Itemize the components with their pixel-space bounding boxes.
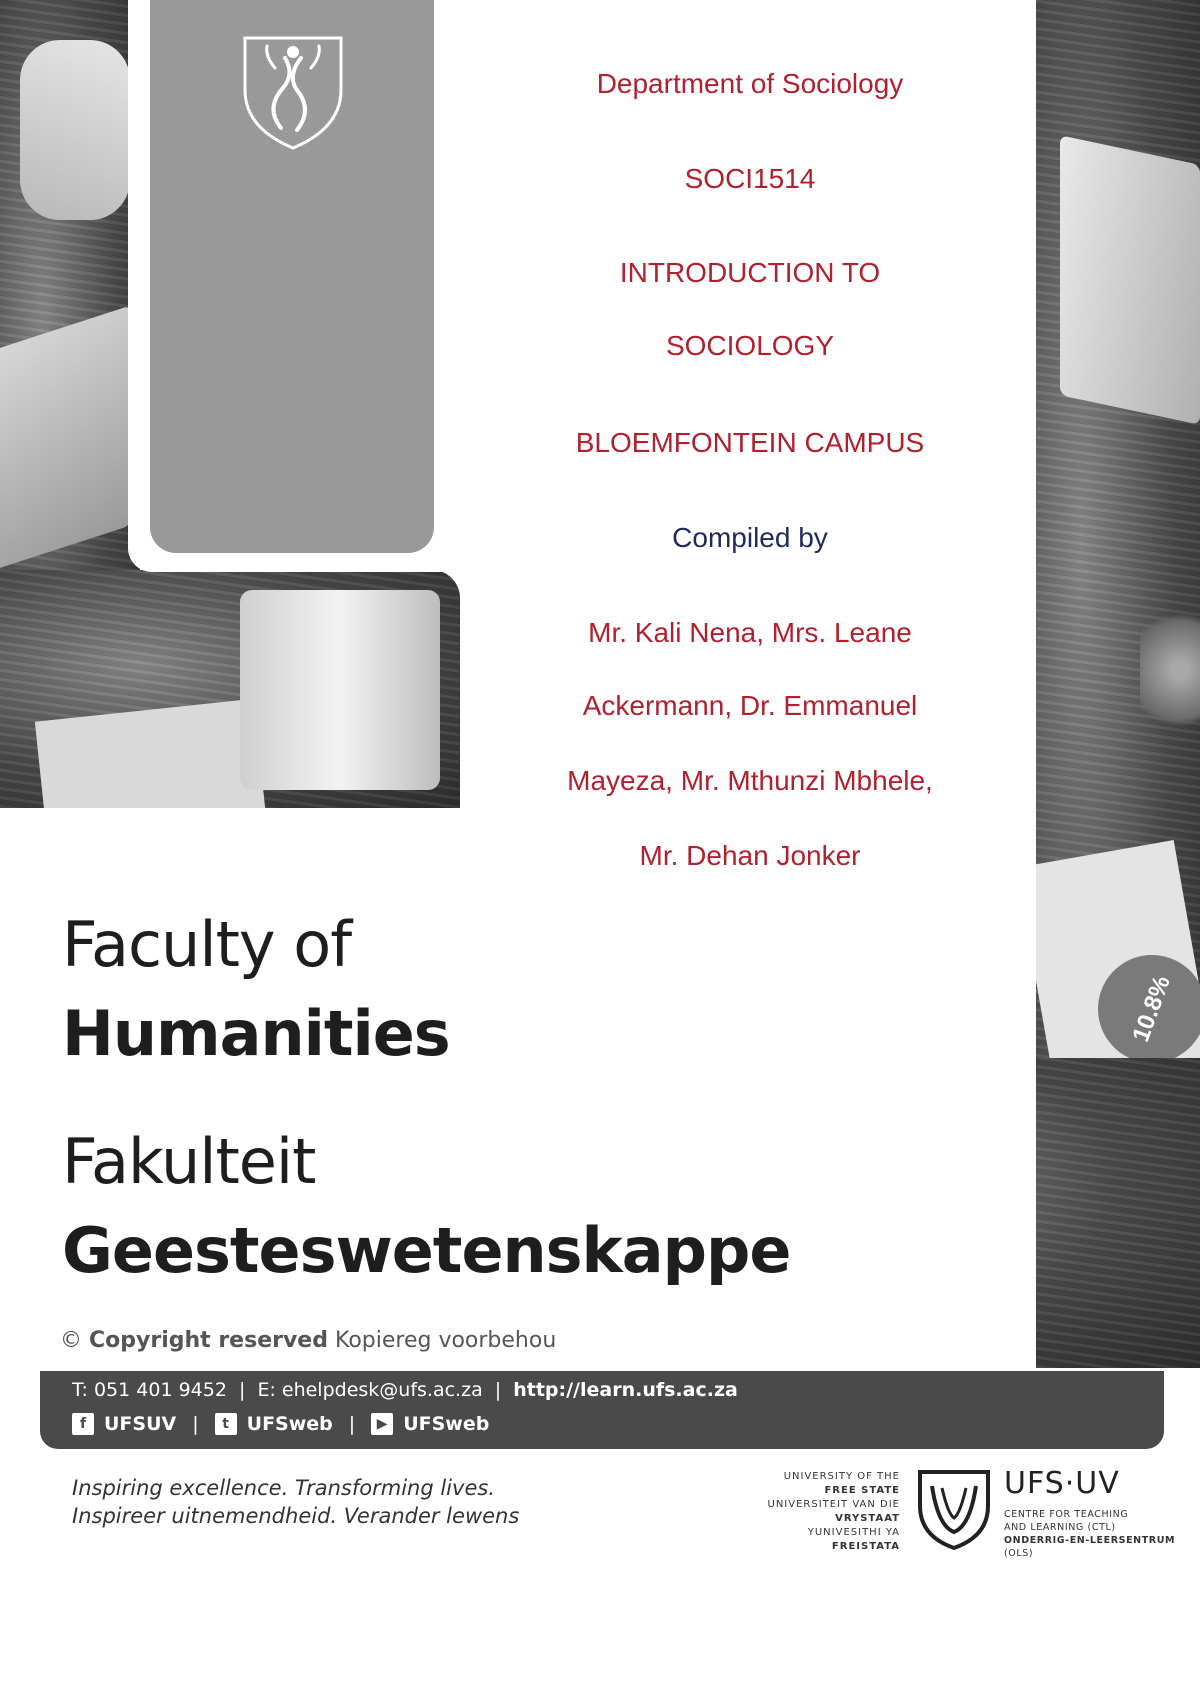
ufs-logo-icon	[914, 1466, 994, 1552]
youtube-icon: ▶	[371, 1413, 393, 1435]
university-names	[740, 1470, 900, 1554]
authors-line: Mr. Kali Nena, Mrs. Leane	[588, 617, 912, 648]
university-name-line: YUNIVESITHI YA	[807, 1527, 900, 1538]
university-name-line: FREE STATE	[824, 1485, 900, 1496]
social-link-youtube[interactable]: UFSweb	[403, 1413, 490, 1435]
twitter-icon: t	[215, 1413, 237, 1435]
faculty-english-line-2: Humanities	[62, 997, 450, 1070]
compiled-by-label: Compiled by	[672, 522, 828, 553]
photo-plant	[1140, 600, 1200, 740]
module-code: SOCI1514	[684, 163, 816, 194]
university-name-line: UNIVERSITEIT VAN DIE	[767, 1499, 900, 1510]
module-title-line-1: INTRODUCTION TO	[619, 257, 881, 288]
facebook-icon: f	[72, 1413, 94, 1435]
website-link[interactable]: http://learn.ufs.ac.za	[513, 1379, 738, 1401]
centre-name-line: AND LEARNING (CTL)	[1004, 1522, 1116, 1533]
social-link-facebook[interactable]: UFSUV	[104, 1413, 177, 1435]
tagline-english: Inspiring excellence. Transforming lives.	[72, 1476, 495, 1500]
department-name: Department of Sociology	[596, 68, 904, 99]
stat-bubble-large: 10.8%	[1083, 940, 1200, 1078]
contact-line: T: 051 401 9452 | E: ehelpdesk@ufs.ac.za | http://learn.ufs.ac.za	[72, 1379, 738, 1401]
cover-photo-mid-left	[0, 570, 460, 808]
tagline	[72, 1474, 519, 1530]
email-link[interactable]: E: ehelpdesk@ufs.ac.za	[257, 1379, 483, 1401]
copyright-icon: ©	[60, 1328, 82, 1353]
centre-name-line: (OLS)	[1004, 1548, 1034, 1559]
ufs-brand: UFS·UV	[1004, 1466, 1120, 1501]
centre-name-line: ONDERRIG-EN-LEERSENTRUM	[1004, 1535, 1176, 1546]
authors-line: Mr. Dehan Jonker	[639, 840, 861, 871]
faculty-english-line-1: Faculty of	[62, 908, 352, 981]
university-name-line: UNIVERSITY OF THE	[783, 1471, 900, 1482]
social-link-twitter[interactable]: UFSweb	[246, 1413, 333, 1435]
photo-notebook	[35, 699, 265, 808]
faculty-afrikaans-line-1: Fakulteit	[62, 1125, 316, 1198]
photo-laptop	[0, 306, 130, 575]
centre-name-line: CENTRE FOR TEACHING	[1004, 1509, 1129, 1520]
centre-names	[1004, 1508, 1175, 1560]
university-name-line: VRYSTAAT	[835, 1513, 900, 1524]
ufs-crest-icon	[235, 28, 351, 154]
copyright-notice	[60, 1328, 556, 1353]
faculty-afrikaans-line-2: Geesteswetenskappe	[62, 1214, 791, 1287]
copyright-afrikaans: Kopiereg voorbehou	[334, 1328, 557, 1353]
authors-line: Ackermann, Dr. Emmanuel	[582, 690, 918, 721]
tagline-afrikaans: Inspireer uitnemendheid. Verander lewens	[72, 1504, 520, 1528]
authors-line: Mayeza, Mr. Mthunzi Mbhele,	[567, 765, 933, 796]
social-links: f UFSUV | t UFSweb | ▶ UFSweb	[72, 1413, 489, 1435]
phone-number: T: 051 401 9452	[72, 1379, 227, 1401]
university-name-line: FREISTATA	[831, 1541, 900, 1552]
photo-monitor	[1060, 135, 1200, 425]
photo-cup	[240, 590, 440, 790]
footer-bar	[40, 1371, 1164, 1449]
photo-hand	[20, 40, 130, 220]
copyright-bold: Copyright reserved	[89, 1328, 328, 1353]
crest-box	[150, 0, 434, 553]
campus-name: BLOEMFONTEIN CAMPUS	[575, 427, 925, 458]
module-title-line-2: SOCIOLOGY	[665, 330, 835, 361]
